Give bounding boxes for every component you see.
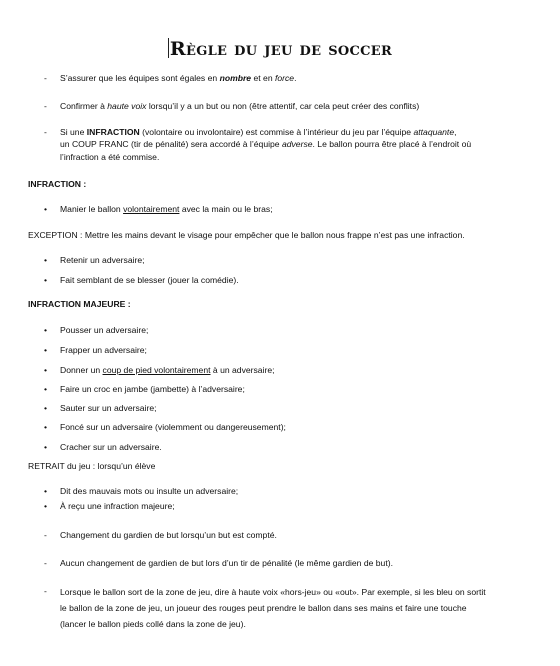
section-heading-major-infraction: INFRACTION MAJEURE : xyxy=(28,299,131,309)
section-heading-removal: RETRAIT du jeu : lorsqu’un élève xyxy=(28,461,156,471)
page-title: Règle du jeu de soccer xyxy=(169,38,393,60)
dash-marker: - xyxy=(44,558,47,568)
bullet-marker: • xyxy=(44,325,48,335)
dash-marker: - xyxy=(44,101,47,111)
bullet-marker: • xyxy=(44,384,48,394)
bullet-marker: • xyxy=(44,275,48,285)
bullet-marker: • xyxy=(44,255,48,265)
bullet-marker: • xyxy=(44,486,48,496)
text-cursor xyxy=(168,38,169,58)
bullet-marker: • xyxy=(44,403,48,413)
dash-marker: - xyxy=(44,530,47,540)
bullet-marker: • xyxy=(44,442,48,452)
bullet-marker: • xyxy=(44,501,48,511)
document-page: Règle du jeu de soccer - S’assurer que les équipes sont égales en nombre et en force. - Confirmer à haute voix lorsqu’il y a un but ou non (être attentif, car cela peut créer des conflits) - Si une INFRACTION (volontaire ou involontaire) est commise à l’intérieur du jeu par l’équipe attaquante, un COUP FRANC (tir de pénalité) sera accordé à l’équipe adverse. Le ballon pourra être placé à l’endroit où l’infraction a été commise. INFRACTION : • Manier le ballon volontairement avec la main ou le bras; EXCEPTION : Mettre les mains devant le visage pour empêcher que le ballon nous frappe n’est pas une infraction. • Retenir un adversaire; • Fait semblant de se blesser (jouer la comédie). INFRACTION MAJEURE : • Pousser un adversaire; • Frapper un adversaire; • Donner un coup de pied volontairement à un adversaire; • Faire un croc en jambe (jambette) à l’adversaire; • Sauter sur un adversaire; • Foncé sur un adversaire (violemment ou dangereusement); • Cracher sur un adversaire. RETRAIT du jeu : lorsqu’un élève • Dit des mauvais mots ou insulte un adversaire; • À reçu une infraction majeure; - Changement du gardien de but lorsqu’un but est compté. - Aucun changement de gardien de but lors d’un tir de pénalité (le même gardien de but). - Lorsque le ballon sort de la zone de jeu, dire à haute voix «hors-jeu» ou «out». Par exemple, si les bleu on sortit le ballon de la zone de jeu, un joueur des rouges peut prendre le ballon dans ses mains et faire une touche (lancer le ballon pieds collé dans la zone de jeu). xyxy=(0,0,560,666)
dash-marker: - xyxy=(44,127,47,137)
bullet-marker: • xyxy=(44,365,48,375)
bullet-marker: • xyxy=(44,422,48,432)
dash-marker: - xyxy=(44,586,47,596)
section-heading-infraction: INFRACTION : xyxy=(28,179,87,189)
bullet-marker: • xyxy=(44,204,48,214)
bullet-marker: • xyxy=(44,345,48,355)
dash-marker: - xyxy=(44,73,47,83)
exception-note: EXCEPTION : Mettre les mains devant le visage pour empêcher que le ballon nous frappe n’est pas une infraction. xyxy=(28,230,465,240)
